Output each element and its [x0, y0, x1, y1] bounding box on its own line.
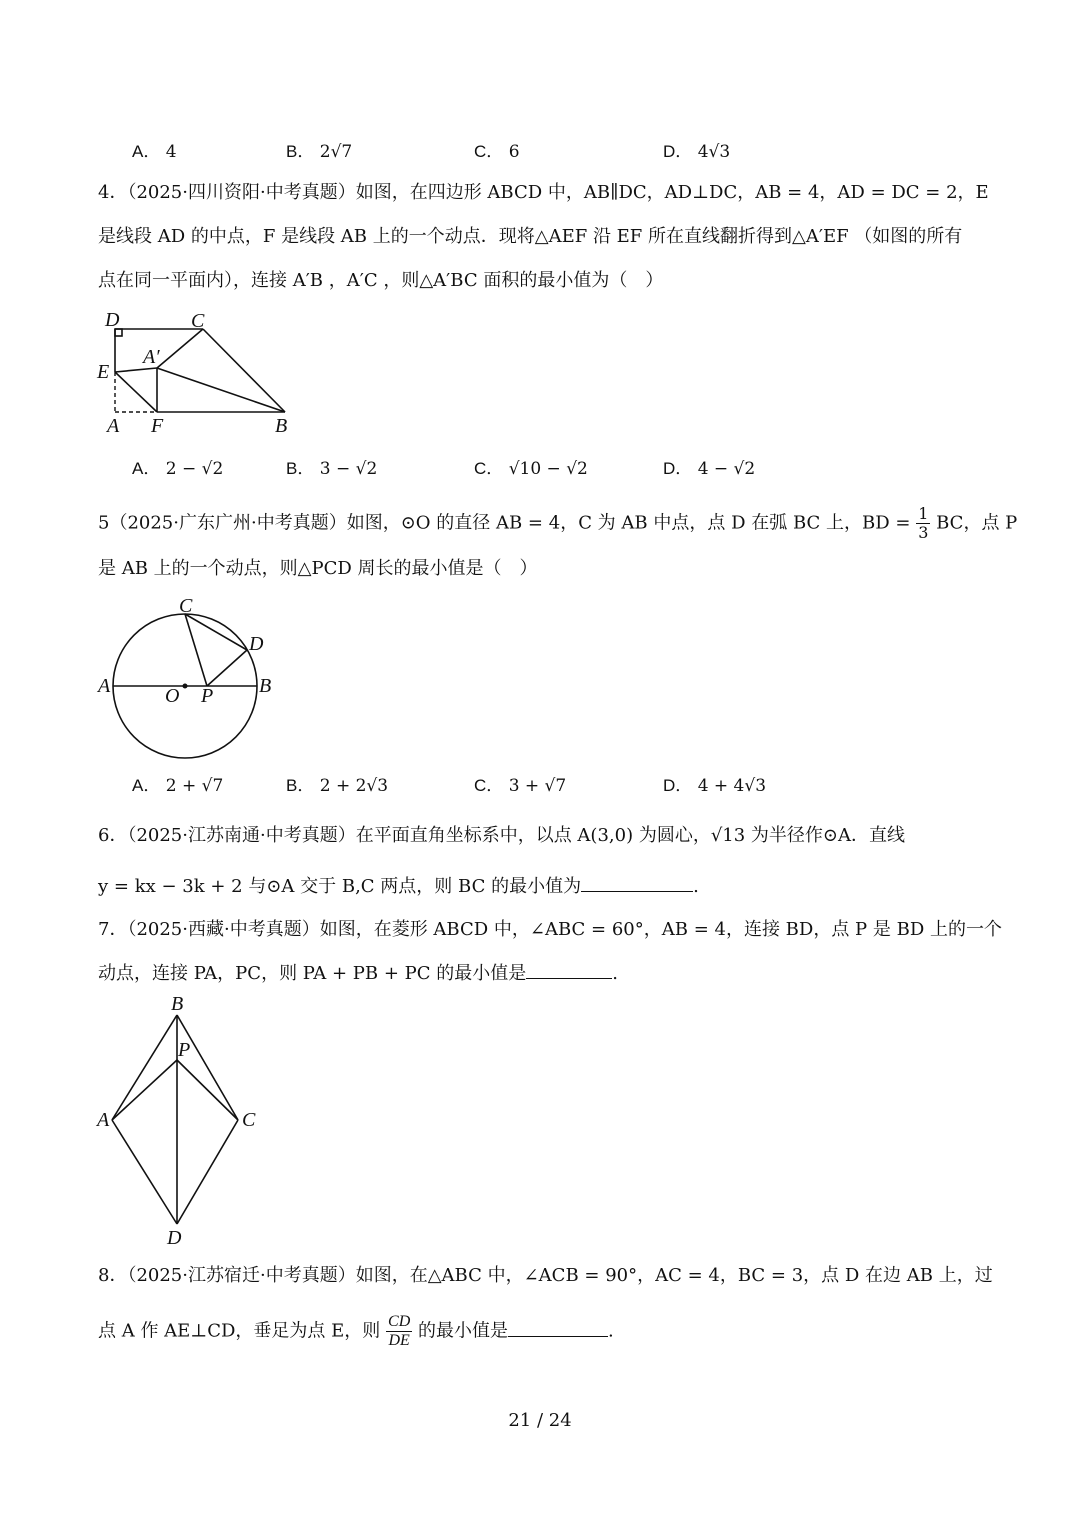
- segment-ef: [115, 372, 157, 412]
- page-number: 21 / 24: [508, 1410, 572, 1431]
- q4-option-a: [132, 456, 223, 482]
- label-d: D: [249, 633, 264, 655]
- segment-bc: [177, 1015, 238, 1120]
- q5-stem-line-2: 是 AB 上的一个动点，则△PCD 周长的最小值是（ ）: [98, 558, 538, 579]
- label-b: B: [275, 415, 288, 437]
- option-label: C．: [474, 459, 504, 478]
- fraction-cd-over-de: [386, 1313, 412, 1350]
- label-a: A: [107, 415, 120, 437]
- q4-option-c: [474, 456, 588, 482]
- segment-pd: [207, 650, 247, 686]
- option-label: B．: [286, 459, 315, 478]
- option-value: 2 + √7: [165, 776, 224, 796]
- option-value: 2√7: [319, 142, 353, 162]
- q8-stem-part-1: 点 A 作 AE⊥CD，垂足为点 E，则: [98, 1320, 381, 1342]
- option-label: B．: [286, 142, 315, 161]
- q3-option-a: [132, 139, 177, 165]
- option-value: 2 + 2√3: [319, 776, 389, 796]
- label-c: C: [191, 310, 205, 332]
- q7-end: .: [612, 963, 618, 984]
- segment-a1b: [157, 368, 285, 412]
- label-a: A: [97, 1109, 110, 1131]
- q7-stem-line-1: 7．（2025·西藏·中考真题）如图，在菱形 ABCD 中，∠ABC = 60°，AB = 4，连接 BD，点 P 是 BD 上的一个: [98, 919, 1002, 940]
- q5-circle-figure: [95, 592, 285, 764]
- segment-a1c: [157, 329, 203, 368]
- q8-stem-part-2: 的最小值是: [418, 1320, 508, 1342]
- label-p: P: [201, 685, 214, 707]
- label-d: D: [167, 1227, 182, 1249]
- q5-option-a: [132, 773, 223, 799]
- option-value: 4: [165, 142, 177, 162]
- q3-option-c: [474, 139, 520, 165]
- label-a: A: [98, 675, 111, 697]
- q5-option-c: [474, 773, 566, 799]
- q4-stem-line-1: 4．（2025·四川资阳·中考真题）如图，在四边形 ABCD 中，AB∥DC，AD⊥DC，AB = 4，AD = DC = 2，E: [98, 182, 989, 203]
- option-label: D．: [663, 142, 693, 161]
- q5-stem-part-1: 5（2025·广东广州·中考真题）如图，⊙O 的直径 AB = 4，C 为 AB 中点，点 D 在弧 BC 上，BD =: [98, 512, 911, 534]
- option-label: C．: [474, 776, 504, 795]
- q4-option-b: [286, 456, 377, 482]
- option-value: 2 − √2: [165, 459, 224, 479]
- fraction-numerator: CD: [388, 1313, 411, 1330]
- segment-cd: [177, 1120, 238, 1224]
- segment-ba: [112, 1015, 177, 1120]
- q4-quadrilateral-figure: [95, 308, 305, 438]
- q8-end: .: [608, 1320, 614, 1342]
- option-label: D．: [663, 459, 693, 478]
- label-b: B: [171, 993, 184, 1015]
- label-c: C: [179, 595, 193, 617]
- q4-stem-line-2: 是线段 AD 的中点，F 是线段 AB 上的一个动点．现将△AEF 沿 EF 所在直线翻折得到△A′EF （如图的所有: [98, 226, 963, 247]
- fraction-denominator: DE: [388, 1332, 410, 1349]
- segment-ad: [112, 1120, 177, 1224]
- label-b: B: [259, 675, 272, 697]
- q3-option-b: [286, 139, 352, 165]
- option-label: D．: [663, 776, 693, 795]
- q7-stem-line-2: [98, 960, 998, 987]
- q5-option-b: [286, 773, 388, 799]
- option-value: 4√3: [697, 142, 731, 162]
- label-c: C: [242, 1109, 256, 1131]
- q6-stem-text: y = kx − 3k + 2 与⊙A 交于 B,C 两点，则 BC 的最小值为: [98, 876, 582, 897]
- option-label: C．: [474, 142, 504, 161]
- option-label: A．: [132, 142, 161, 161]
- fraction-denominator: 3: [918, 523, 929, 542]
- q4-option-d: [663, 456, 755, 482]
- q5-stem-part-2: BC，点 P: [936, 512, 1018, 534]
- q8-stem-line-1: 8．（2025·江苏宿迁·中考真题）如图，在△ABC 中，∠ACB = 90°，AC = 4，BC = 3，点 D 在边 AB 上，过: [98, 1265, 993, 1286]
- option-label: A．: [132, 459, 161, 478]
- q3-option-d: [663, 139, 730, 165]
- option-value: 6: [508, 142, 520, 162]
- option-value: 3 + √7: [508, 776, 567, 796]
- label-d: D: [105, 309, 120, 331]
- segment-ea1: [115, 368, 157, 372]
- label-p: P: [178, 1039, 191, 1061]
- label-e: E: [97, 361, 110, 383]
- q6-stem-line-1: 6．（2025·江苏南通·中考真题）在平面直角坐标系中，以点 A(3,0) 为圆心，√13 为半径作⊙A．直线: [98, 825, 905, 846]
- answer-blank[interactable]: [508, 1318, 608, 1337]
- label-a-prime: A′: [143, 346, 160, 368]
- q6-stem-line-2: [98, 873, 998, 900]
- segment-cb: [203, 329, 285, 412]
- q4-stem-line-3: 点在同一平面内），连接 A′B ，A′C ，则△A′BC 面积的最小值为（ ）: [98, 270, 664, 291]
- q5-stem-line-1: [98, 504, 1018, 542]
- answer-blank[interactable]: [581, 873, 693, 892]
- q6-end: .: [693, 876, 699, 897]
- option-value: 4 − √2: [697, 459, 756, 479]
- q7-rhombus-figure: [92, 992, 267, 1250]
- option-label: B．: [286, 776, 315, 795]
- q5-option-d: [663, 773, 766, 799]
- fraction-numerator: 1: [918, 504, 929, 523]
- option-value: 4 + 4√3: [697, 776, 767, 796]
- option-label: A．: [132, 776, 161, 795]
- q8-stem-line-2: [98, 1313, 998, 1350]
- fraction-one-third: [916, 505, 930, 542]
- q7-stem-text: 动点，连接 PA，PC，则 PA + PB + PC 的最小值是: [98, 963, 527, 984]
- option-value: √10 − √2: [508, 459, 588, 479]
- center-point: [183, 684, 188, 689]
- answer-blank[interactable]: [526, 960, 612, 979]
- label-f: F: [151, 415, 164, 437]
- label-o: O: [165, 685, 180, 707]
- option-value: 3 − √2: [319, 459, 378, 479]
